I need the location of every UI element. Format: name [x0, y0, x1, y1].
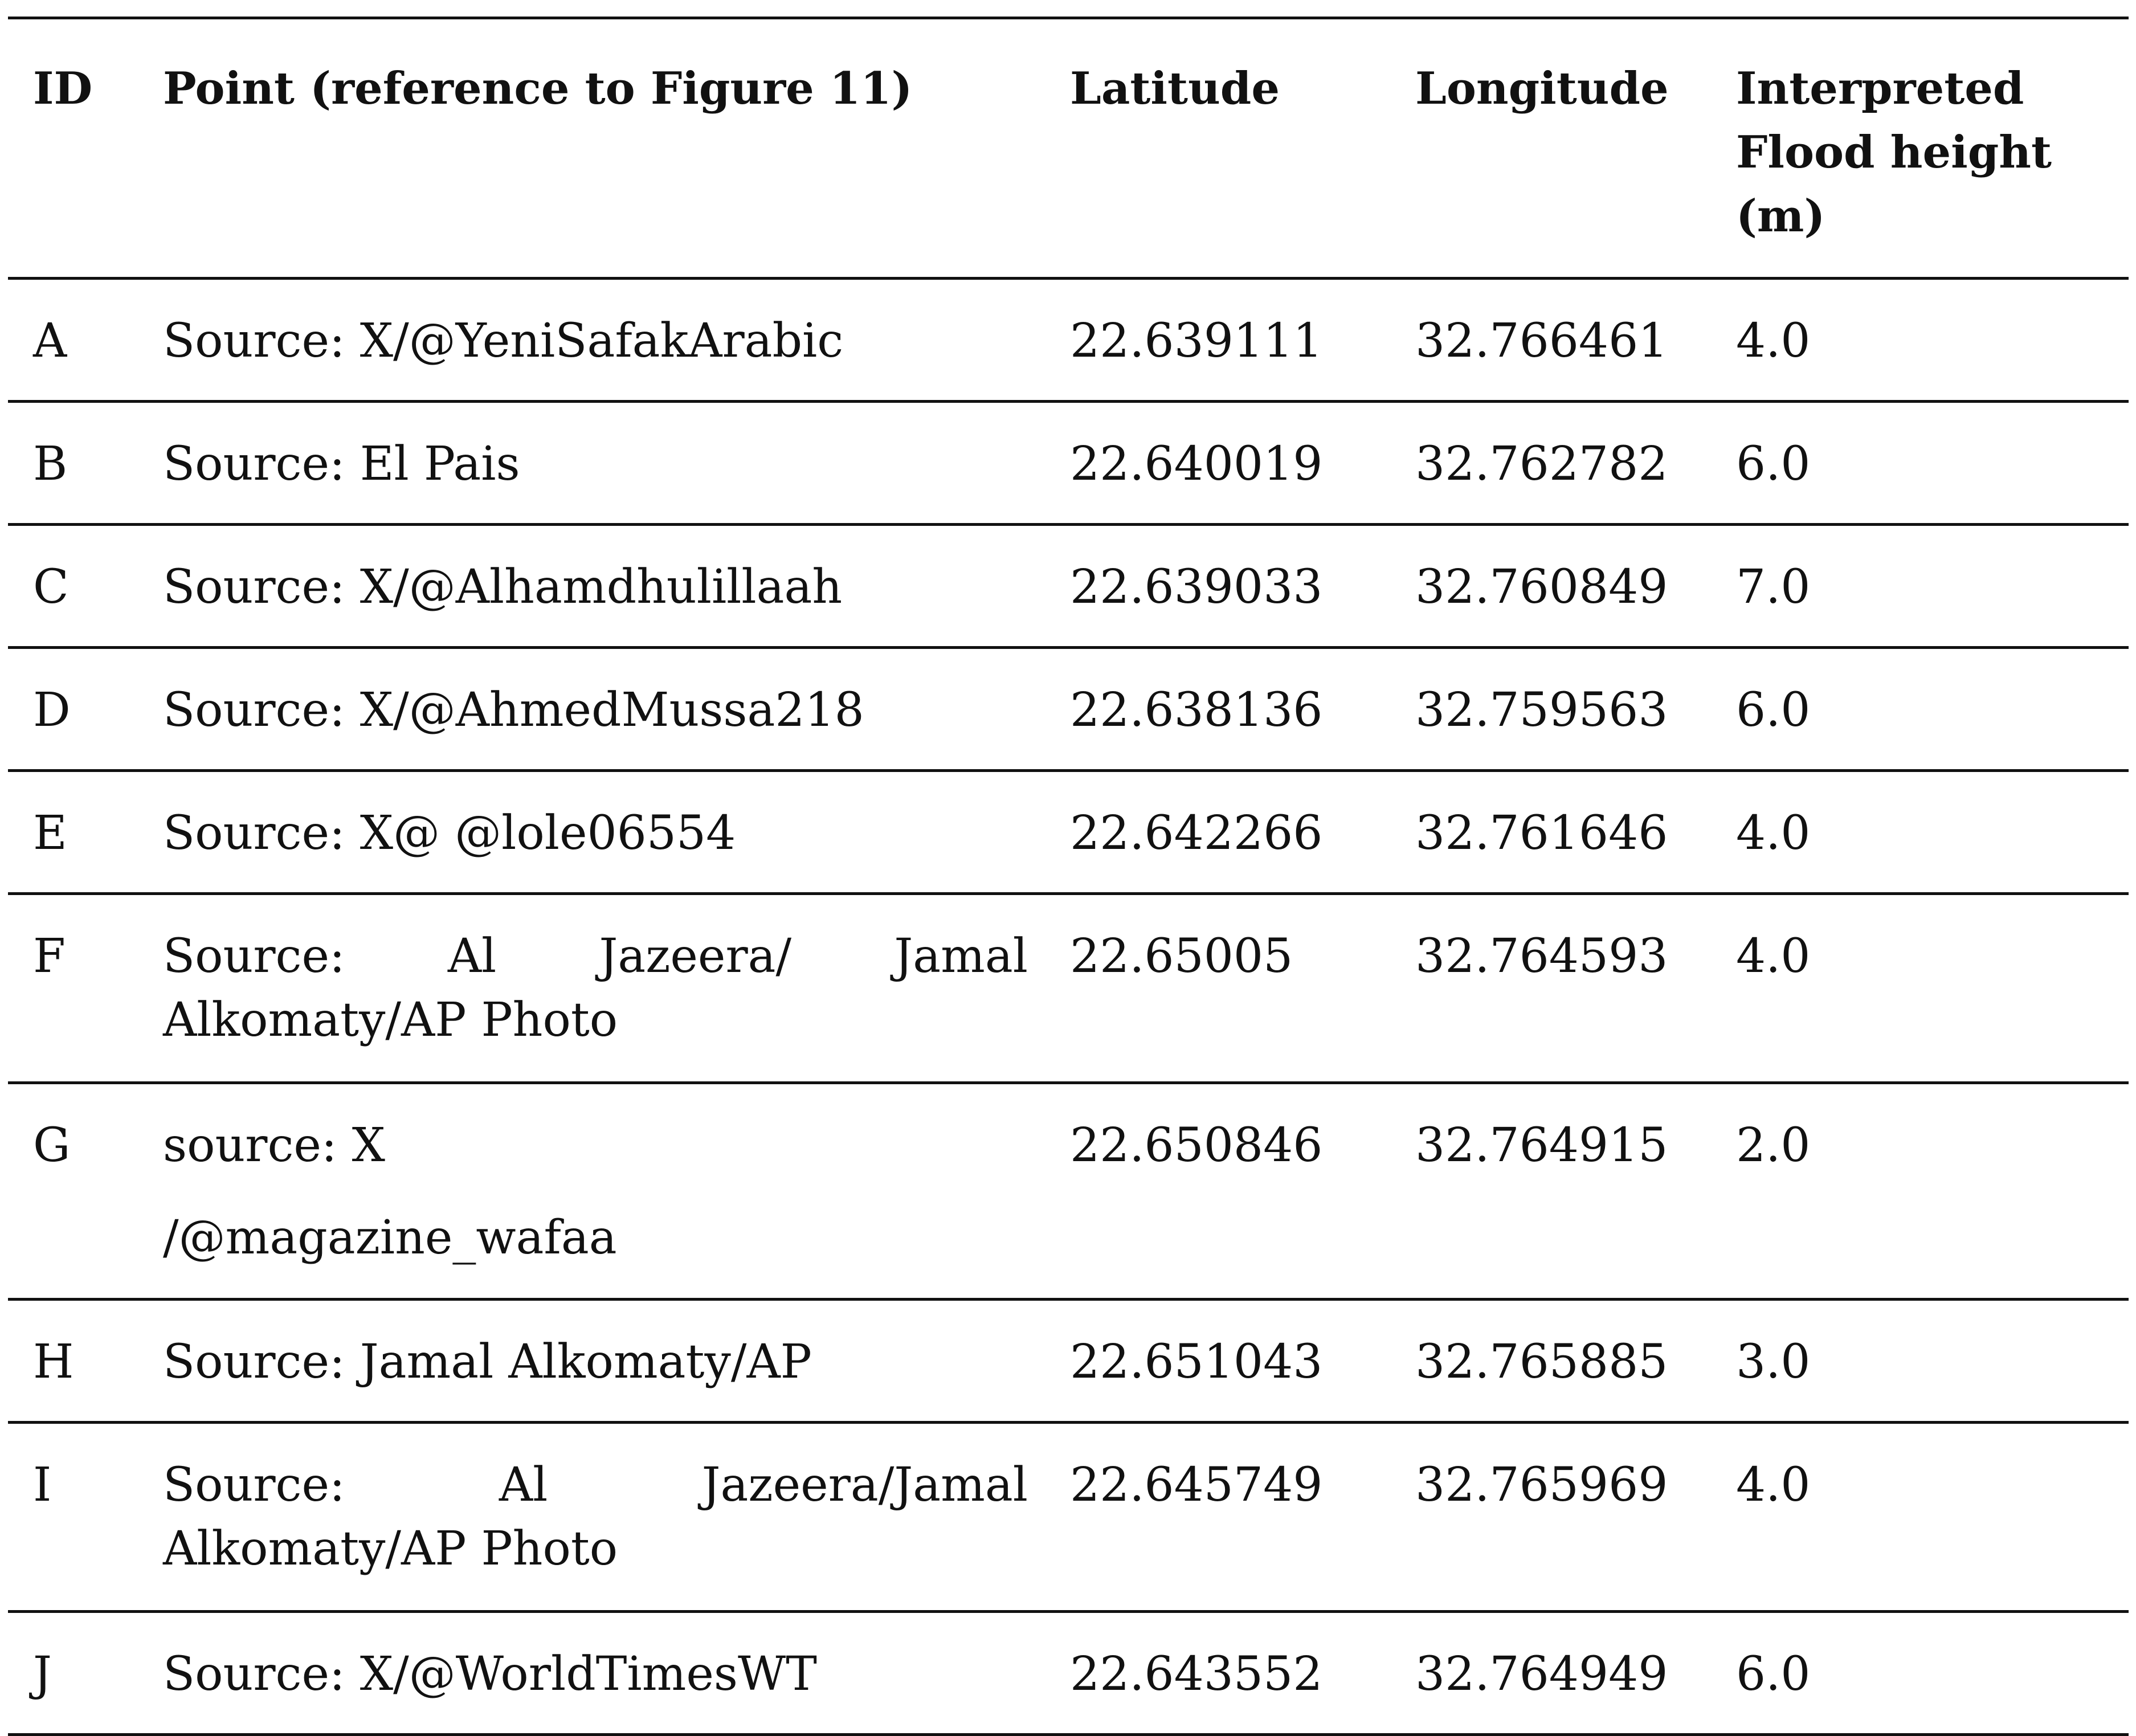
header-row	[8, 18, 2129, 279]
cell-longitude: 32.765885	[1415, 1335, 1668, 1389]
table-row	[8, 771, 2129, 894]
cell-longitude: 32.764915	[1415, 1118, 1668, 1173]
flood-height-table	[8, 17, 2129, 1736]
cell-point-line2: /@magazine_wafaa	[163, 1211, 617, 1265]
table-row	[8, 525, 2129, 648]
cell-longitude: 32.766461	[1415, 314, 1668, 368]
cell-latitude: 22.650846	[1070, 1118, 1323, 1173]
cell-latitude: 22.651043	[1070, 1335, 1323, 1389]
cell-flood-height: 6.0	[1736, 1647, 1811, 1701]
cell-latitude: 22.639111	[1070, 314, 1323, 368]
cell-id: I	[33, 1458, 52, 1512]
table-row	[8, 1612, 2129, 1735]
table-row	[8, 894, 2129, 1083]
cell-longitude: 32.760849	[1415, 560, 1668, 614]
cell-point: Source: X@ @lole06554	[163, 806, 736, 860]
cell-id: G	[33, 1118, 71, 1173]
cell-point: Source: Al Jazeera/Jamal Alkomaty/AP Photo	[163, 1458, 1028, 1576]
cell-point-line1: source: X	[163, 1118, 385, 1173]
cell-flood-height: 4.0	[1736, 1458, 1811, 1512]
cell-latitude: 22.638136	[1070, 683, 1323, 737]
table-row	[8, 1300, 2129, 1423]
header-flood-height	[1711, 18, 2129, 279]
cell-longitude: 32.765969	[1415, 1458, 1668, 1512]
table-row	[8, 402, 2129, 525]
cell-flood-height: 2.0	[1736, 1118, 1811, 1173]
cell-id: D	[33, 683, 71, 737]
cell-longitude: 32.759563	[1415, 683, 1668, 737]
header-flood-line2: Flood height (m)	[1736, 126, 2052, 242]
cell-id: B	[33, 437, 68, 491]
cell-point: Source: Al Jazeera/ Jamal Alkomaty/AP Photo	[163, 929, 1028, 1047]
cell-id: J	[33, 1647, 52, 1701]
cell-flood-height: 4.0	[1736, 806, 1811, 860]
table-row	[8, 279, 2129, 402]
cell-id: F	[33, 929, 66, 983]
cell-flood-height: 3.0	[1736, 1335, 1811, 1389]
cell-flood-height: 6.0	[1736, 437, 1811, 491]
cell-longitude: 32.761646	[1415, 806, 1668, 860]
cell-point: Source: X/@Alhamdhulillaah	[163, 560, 843, 614]
cell-longitude: 32.764593	[1415, 929, 1668, 983]
table-row	[8, 1083, 2129, 1300]
cell-flood-height: 7.0	[1736, 560, 1811, 614]
cell-latitude: 22.643552	[1070, 1647, 1323, 1701]
table-body	[8, 279, 2129, 1735]
table-row	[8, 1423, 2129, 1612]
cell-id: H	[33, 1335, 74, 1389]
cell-point: Source: X/@AhmedMussa218	[163, 683, 864, 737]
cell-flood-height: 4.0	[1736, 929, 1811, 983]
header-latitude: Latitude	[1070, 63, 1280, 115]
cell-latitude: 22.640019	[1070, 437, 1323, 491]
cell-latitude: 22.642266	[1070, 806, 1323, 860]
header-flood-line1: Interpreted	[1736, 63, 2024, 115]
cell-latitude: 22.645749	[1070, 1458, 1323, 1512]
cell-longitude: 32.762782	[1415, 437, 1668, 491]
cell-id: E	[33, 806, 67, 860]
table-header	[8, 18, 2129, 279]
cell-id: A	[33, 314, 67, 368]
cell-point: Source: X/@YeniSafakArabic	[163, 314, 844, 368]
header-point: Point (reference to Figure 11)	[163, 63, 913, 115]
table-row	[8, 648, 2129, 771]
header-longitude: Longitude	[1415, 63, 1669, 115]
cell-latitude: 22.65005	[1070, 929, 1293, 983]
cell-id: C	[33, 560, 69, 614]
cell-point	[138, 1083, 1045, 1300]
cell-latitude: 22.639033	[1070, 560, 1323, 614]
header-id: ID	[33, 63, 93, 115]
cell-flood-height: 4.0	[1736, 314, 1811, 368]
cell-point: Source: X/@WorldTimesWT	[163, 1647, 817, 1701]
cell-point: Source: Jamal Alkomaty/AP	[163, 1335, 812, 1389]
cell-flood-height: 6.0	[1736, 683, 1811, 737]
cell-longitude: 32.764949	[1415, 1647, 1668, 1701]
cell-point: Source: El Pais	[163, 437, 520, 491]
